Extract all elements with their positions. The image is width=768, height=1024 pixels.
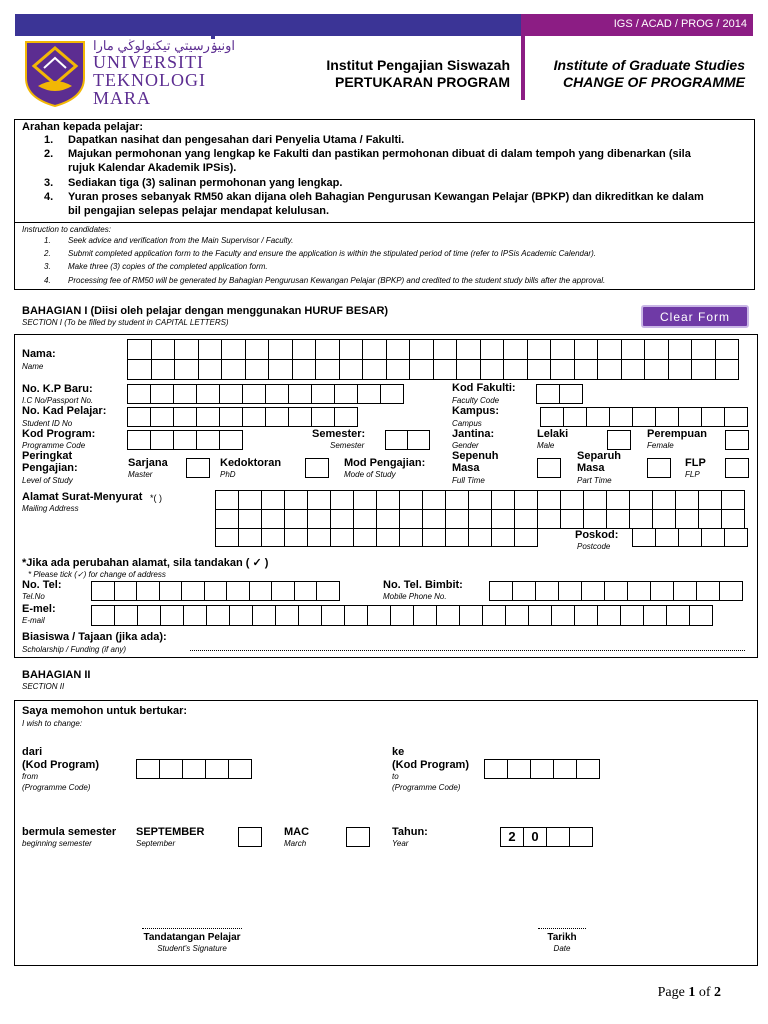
campus-sublabel: Campus: [452, 419, 482, 428]
section2-title: BAHAGIAN II: [22, 669, 91, 681]
address-change-mark: *( ): [150, 493, 162, 503]
scholarship-sublabel: Scholarship / Funding (if any): [22, 645, 127, 654]
name-input-grid[interactable]: [127, 339, 739, 380]
male-label: Lelaki: [537, 428, 569, 440]
to-sublabel: to: [392, 772, 399, 781]
signature-label: Tandatangan Pelajar: [143, 932, 241, 943]
section2-box: [14, 700, 758, 966]
malay-instruction-text: Majukan permohonan yang lengkap ke Fakulti dan pastikan permohonan dibuat di dalam tempoh yang dibenarkan (sila: [68, 148, 691, 160]
logo-text-mara: MARA: [93, 88, 152, 108]
study-mode-sublabel: Mode of Study: [344, 470, 396, 479]
address-input-grid[interactable]: [215, 490, 745, 529]
postcode-label: Poskod:: [575, 529, 619, 541]
instructions-heading-english: Instruction to candidates:: [22, 225, 111, 234]
faculty-code-label: Kod Fakulti:: [452, 382, 516, 394]
student-id-cells[interactable]: [127, 407, 357, 427]
programme-code-cells[interactable]: [127, 430, 242, 450]
section2-subtitle: SECTION II: [22, 682, 65, 691]
year-cells[interactable]: [500, 827, 592, 847]
male-checkbox[interactable]: [607, 430, 631, 450]
gender-sublabel: Gender: [452, 441, 479, 450]
address-change-note: *Jika ada perubahan alamat, sila tandakan ( ✓ ): [22, 557, 269, 569]
malay-instruction-num: 4.: [44, 191, 54, 203]
malay-instruction-text: Yuran proses sebanyak RM50 akan dijana oleh Bahagian Pengurusan Kewangan Pelajar (BPKP) dan dikreditkan ke dalam: [68, 191, 704, 203]
male-sublabel: Male: [537, 441, 555, 450]
ic-sublabel: I.C No/Passport No.: [22, 396, 94, 405]
logo-jawi-text: اونيۏرسيتي تيكنولوڬي مارا: [93, 38, 235, 53]
student-id-label: No. Kad Pelajar:: [22, 405, 107, 417]
address-line3-cells[interactable]: [215, 528, 537, 547]
full-time-label-line1: Sepenuh: [452, 450, 499, 462]
clear-form-button[interactable]: Clear Form: [641, 305, 749, 328]
female-label: Perempuan: [647, 428, 707, 440]
phone-cells[interactable]: [91, 581, 339, 601]
english-instruction-text: Make three (3) copies of the completed application form.: [68, 262, 268, 271]
title-english-institute: Institute of Graduate Studies: [553, 57, 745, 73]
english-instruction-text: Seek advice and verification from the Main Supervisor / Faculty.: [68, 236, 294, 245]
change-request-sublabel: I wish to change:: [22, 719, 83, 728]
campus-cells[interactable]: [540, 407, 747, 427]
date-label: Tarikh: [547, 932, 577, 943]
from-code-label: (Kod Program): [22, 759, 99, 771]
to-code-label: (Kod Program): [392, 759, 469, 771]
from-sublabel: from: [22, 772, 38, 781]
malay-instruction-text: bil pengajian selepas pelajar mendapat kelulusan.: [68, 205, 330, 217]
ic-input-cells[interactable]: [127, 384, 403, 404]
semester-cells[interactable]: [385, 430, 429, 450]
phd-label: Kedoktoran: [220, 457, 282, 469]
mailing-address-sublabel: Mailing Address: [22, 504, 79, 513]
section1-subtitle: SECTION I (To be filled by student in CAPITAL LETTERS): [22, 318, 229, 327]
english-instruction-text: Submit completed application form to the Faculty and ensure the application is within the stipulated period of time (refer to IPSis Academic Calendar).: [68, 249, 596, 258]
mobile-phone-sublabel: Mobile Phone No.: [383, 592, 447, 601]
faculty-code-cells[interactable]: [536, 384, 582, 404]
level-sublabel: Level of Study: [22, 476, 73, 485]
from-label: dari: [22, 746, 43, 758]
march-sublabel: March: [284, 839, 307, 848]
page-label: Page: [657, 985, 685, 1000]
email-cells[interactable]: [91, 605, 712, 626]
page-of-label: of: [698, 985, 711, 1000]
student-id-sublabel: Student ID No: [22, 419, 73, 428]
from-code-sublabel: (Programme Code): [22, 783, 91, 792]
phone-sublabel: Tel.No: [22, 592, 45, 601]
september-checkbox[interactable]: [238, 827, 262, 847]
logo-text-teknologi: TEKNOLOGI: [93, 70, 206, 90]
full-time-label-line2: Masa: [452, 462, 480, 474]
malay-instruction-num: 1.: [44, 134, 54, 146]
part-time-sublabel: Part Time: [577, 476, 612, 485]
english-instruction-num: 2.: [44, 249, 51, 258]
logo-text-universiti: UNIVERSITI: [93, 52, 204, 72]
english-instruction-num: 4.: [44, 276, 51, 285]
english-instruction-text: Processing fee of RM50 will be generated by Bahagian Pengurusan Kewangan Pelajar (BPKP) and credited to the student study bills after the approval.: [68, 276, 606, 285]
march-checkbox[interactable]: [346, 827, 370, 847]
campus-label: Kampus:: [452, 405, 500, 417]
mobile-phone-cells[interactable]: [489, 581, 742, 601]
university-crest-icon: [24, 40, 86, 108]
female-sublabel: Female: [647, 441, 674, 450]
mailing-address-label: Alamat Surat-Menyurat: [22, 491, 143, 503]
to-programme-code-cells[interactable]: [484, 759, 599, 779]
september-sublabel: September: [136, 839, 176, 848]
semester-label: Semester:: [312, 428, 366, 440]
year-digit-1: 2: [500, 827, 524, 847]
gender-label: Jantina:: [452, 428, 495, 440]
start-semester-sublabel: beginning semester: [22, 839, 92, 848]
page-total: 2: [714, 985, 721, 1000]
title-malay-institute: Institut Pengajian Siswazah: [326, 57, 510, 73]
header-divider-left: [211, 14, 215, 39]
master-checkbox[interactable]: [186, 458, 210, 478]
master-label: Sarjana: [128, 457, 168, 469]
malay-instruction-text: Sediakan tiga (3) salinan permohonan yang lengkap.: [68, 177, 343, 189]
march-label: MAC: [284, 826, 310, 838]
date-line[interactable]: [538, 928, 586, 929]
date-sublabel: Date: [553, 944, 571, 953]
from-programme-code-cells[interactable]: [136, 759, 251, 779]
malay-instruction-num: 2.: [44, 148, 54, 160]
september-label: SEPTEMBER: [136, 826, 205, 838]
signature-sublabel: Student's Signature: [157, 944, 227, 953]
part-time-label-line2: Masa: [577, 462, 605, 474]
phone-label: No. Tel:: [22, 579, 62, 591]
level-label-line2: Pengajian:: [22, 462, 78, 474]
page-current: 1: [688, 985, 696, 1000]
year-sublabel: Year: [392, 839, 409, 848]
phd-checkbox[interactable]: [305, 458, 329, 478]
english-instruction-num: 1.: [44, 236, 51, 245]
ref-code: IGS / ACAD / PROG / 2014: [613, 18, 747, 30]
study-mode-label: Mod Pengajian:: [344, 457, 426, 469]
full-time-checkbox[interactable]: [537, 458, 561, 478]
female-checkbox[interactable]: [725, 430, 749, 450]
part-time-label-line1: Separuh: [577, 450, 622, 462]
phd-sublabel: PhD: [220, 470, 236, 479]
malay-instruction-num: 3.: [44, 177, 54, 189]
nama-sublabel: Name: [22, 362, 44, 371]
semester-sublabel: Semester: [330, 441, 365, 450]
title-english-form: CHANGE OF PROGRAMME: [563, 74, 745, 90]
flp-checkbox[interactable]: [725, 458, 749, 478]
postcode-cells[interactable]: [632, 528, 747, 547]
header-band: [15, 14, 521, 36]
level-label-line1: Peringkat: [22, 450, 73, 462]
address-change-note-english: * Please tick (✓) for change of address: [28, 570, 166, 579]
malay-instruction-text: rujuk Kalendar Akademik IPSis).: [68, 162, 237, 174]
instructions-divider: [14, 222, 755, 223]
year-label: Tahun:: [392, 826, 428, 838]
flp-sublabel: FLP: [685, 470, 700, 479]
title-malay-form: PERTUKARAN PROGRAM: [335, 74, 510, 90]
part-time-checkbox[interactable]: [647, 458, 671, 478]
nama-label: Nama:: [22, 348, 56, 360]
ic-label: No. K.P Baru:: [22, 383, 93, 395]
start-semester-label: bermula semester: [22, 826, 117, 838]
scholarship-label: Biasiswa / Tajaan (jika ada):: [22, 631, 167, 643]
programme-code-label: Kod Program:: [22, 428, 96, 440]
to-label: ke: [392, 746, 405, 758]
year-digit-2: 0: [523, 827, 547, 847]
postcode-sublabel: Postcode: [577, 542, 611, 551]
to-code-sublabel: (Programme Code): [392, 783, 461, 792]
full-time-sublabel: Full Time: [452, 476, 485, 485]
malay-instruction-text: Dapatkan nasihat dan pengesahan dari Penyelia Utama / Fakulti.: [68, 134, 405, 146]
programme-code-sublabel: Programme Code: [22, 441, 86, 450]
page-number: [600, 985, 721, 1001]
faculty-code-sublabel: Faculty Code: [452, 396, 500, 405]
section1-title: BAHAGIAN I (Diisi oleh pelajar dengan menggunakan HURUF BESAR): [22, 305, 389, 317]
email-sublabel: E-mail: [22, 616, 45, 625]
flp-label: FLP: [685, 457, 706, 469]
scholarship-input-line[interactable]: [190, 650, 745, 651]
english-instruction-num: 3.: [44, 262, 51, 271]
signature-line[interactable]: [142, 928, 242, 929]
master-sublabel: Master: [128, 470, 153, 479]
mobile-phone-label: No. Tel. Bimbit:: [383, 579, 463, 591]
change-request-label: Saya memohon untuk bertukar:: [22, 705, 188, 717]
header-divider-right: [521, 36, 525, 100]
email-label: E-mel:: [22, 603, 56, 615]
instructions-heading-malay: Arahan kepada pelajar:: [22, 121, 144, 133]
